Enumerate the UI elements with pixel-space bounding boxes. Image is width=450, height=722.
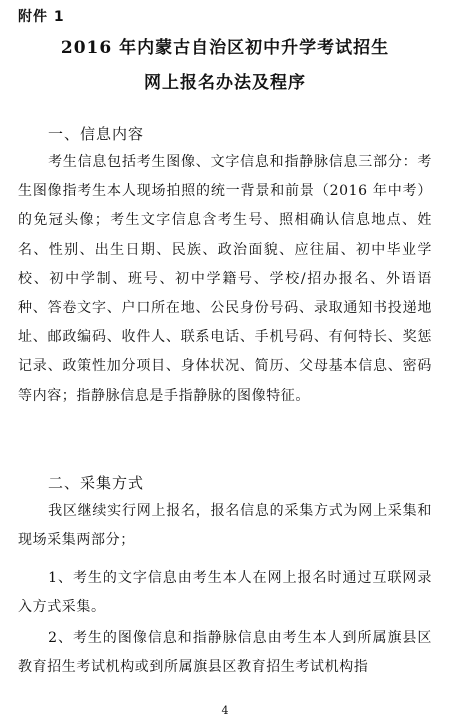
document-title-line-2: 网上报名办法及程序: [144, 73, 306, 93]
attachment-label: 附件 1: [18, 9, 65, 25]
document-title-line-1: 2016 年内蒙古自治区初中升学考试招生: [60, 38, 390, 58]
section-heading-info-content: 一、信息内容: [48, 125, 145, 143]
paragraph-collection-intro: 我区继续实行网上报名，报名信息的采集方式为网上采集和现场采集两部分；: [18, 503, 432, 549]
page-number: 4: [221, 704, 229, 717]
paragraph-collection-item-1: 1、考生的文字信息由考生本人在网上报名时通过互联网录入方式采集。: [18, 570, 432, 616]
section-heading-collection-method: 二、采集方式: [48, 474, 145, 492]
paragraph-collection-item-2: 2、考生的图像信息和指静脉信息由考生本人到所属旗县区教育招生考试机构或到所属旗县区教育招生考试机构指: [18, 630, 432, 676]
paragraph-info-content: 考生信息包括考生图像、文字信息和指静脉信息三部分：考生图像指考生本人现场拍照的统一背景和前景（2016 年中考）的免冠头像；考生文字信息含考生号、照相确认信息地点、姓名、性别、出生日期、民族、政治面貌、应往届、初中毕业学校、初中学制、班号、初中学籍号、学校/招办报名、外语语种、答卷文字、户口所在地、公民身份号码、录取通知书投递地址、邮政编码、收件人、联系电话、手机号码、有何特长、奖惩记录、政策性加分项目、身体状况、简历、父母基本信息、密码等内容；指静脉信息是手指静脉的图像特征。: [18, 154, 432, 404]
